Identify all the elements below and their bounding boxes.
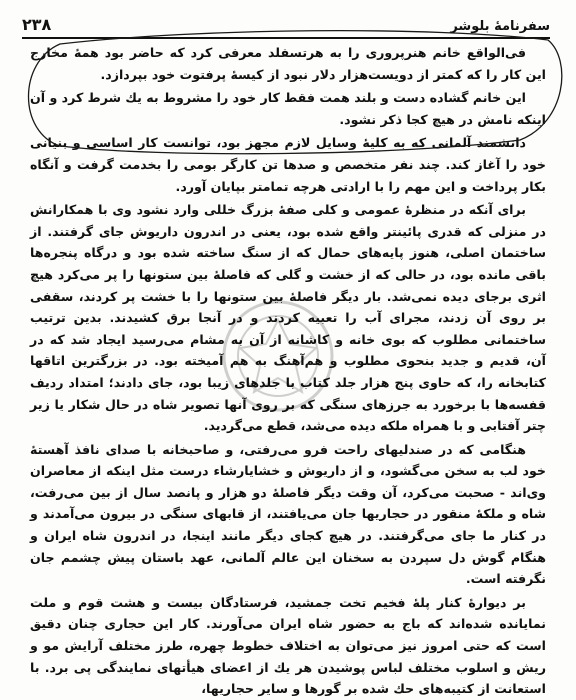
paragraph-6: بر دیوارهٔ کنار پلهٔ فخیم تخت جمشید، فرستادگان بیست و هشت قوم و ملت نمایانده شده‌اند که باج به حضور شاه ایران می‌آورند. کار این حجاری چنان دقیق است که حتی امروز نیز می‌توان به اختلاف خطوط چهره، طرز مختلف آرایش مو و ریش و اسلوب مختلف لباس پوشیدن هر یك از اعضای هیأتهای نمایندگی پی برد. با استعانت از کتیبه‌های حك شده بر گورها و سایر حجاریها، — [30, 594, 546, 697]
paragraph-5: هنگامی که در صندلیهای راحت فرو می‌رفتی، و صاحبخانه با صدای نافذ آهستهٔ خود لب به سخن می‌گشود، و از داریوش و خشایارشاء درست مثل اینکه از معاصران وی‌اند - صحبت می‌کرد، آن وقت دیگر فاصلهٔ دو هزار و پانصد سال از بین می‌رفت، شاه و ملکهٔ منقور در حجاریها جان می‌یافتند، از قابهای سنگی در بیرون می‌آمدند و در کنار ما جای می‌گرفتند. در هیچ کجای دیگر مانند اینجا، در اندرون شاه ایران و هنگام گوش دل سپردن به سخنان این عالم آلمانی، عهد باستان پیش چشمم جان نگرفته است. — [30, 441, 546, 587]
body-text — [30, 42, 546, 700]
paragraph-4: برای آنکه در منظرهٔ عمومی و کلی صفهٔ بزرگ خللی وارد نشود وی با همکارانش در منزلی که قدری پائینتر واقع شده بود، یعنی در اندرون داریوش جای گرفتند. از ساختمان اصلی، هنوز پایه‌های حمال که از سنگ ساخته شده بود و درگاه پنجره‌ها باقی مانده بود، در حالی که از خشت و گلی که فاصلهٔ بین ستونها را پر می‌کرد هیچ اثری برجای دیده نمی‌شد. بار دیگر فاصلهٔ بین ستونها را با خشت پر کردند، سقفی بر روی آن زدند، مجرای آب را تعبیه کردند و در آنجا برق کشیدند. بدین ترتیب ساختمانی مطلوب که بوی خانه و کاشانه از آن به مشام می‌رسید ایجاد شد که در آن، قدیم و جدید بنحوی مطلوب و هم‌آهنگ به هم آمیخته بود. در بزرگترین اتاقها کتابخانه را، که حاوی پنج هزار جلد کتاب با جلدهای زیبا بود، جای دادند؛ امتداد ردیف قفسه‌ها با برخورد به جرزهای سنگی که بر روی آنها تصویر شاه در حال شکار یا زیر چتر آفتابی و با همراه ملکه دیده می‌شد، قطع می‌گردید. — [30, 202, 546, 434]
page-number: ٢٣٨ — [22, 15, 52, 34]
running-title: سفرنامهٔ بلوشر — [450, 19, 550, 34]
page-header — [22, 8, 550, 39]
paragraph-3: دانشمند آلمانی که به کلیهٔ وسایل لازم مجهز بود، توانست کار اساسی و بنیانی خود را آغاز کند. چند نفر متخصص و صدها تن کارگر بومی را بخدمت گرفت و آنگاه بکار پرداخت و این مهم را با ارادتی هرچه تمامتر بپایان آورد. — [30, 135, 546, 194]
paragraph-1: فی‌الواقع خانم هنرپروری را به هرتسفلد معرفی کرد که حاضر بود همهٔ مخارج این کار را که کمتر از دویست‌هزار دلار نبود از کیسهٔ پرفتوت خود بپردازد. — [30, 45, 546, 82]
paragraph-2: این خانم گشاده دست و بلند همت فقط کار خود را مشروط به یك شرط کرد و آن اینکه نامش در هیچ کجا ذکر نشود. — [30, 90, 546, 127]
